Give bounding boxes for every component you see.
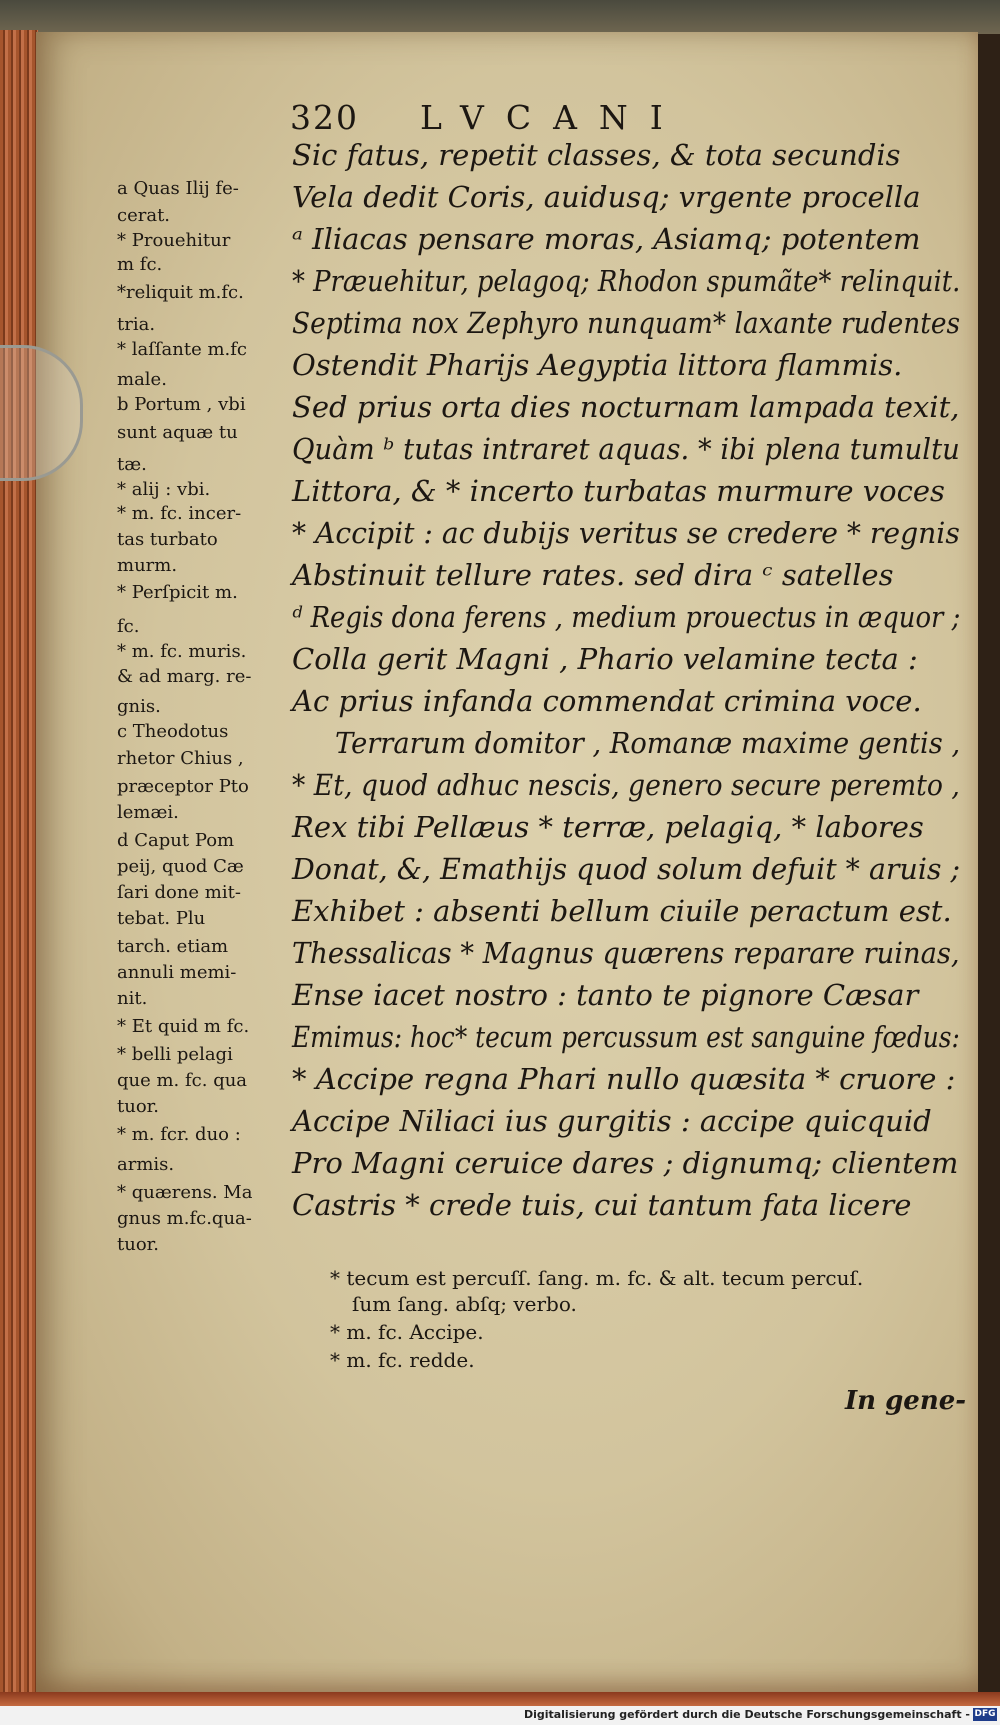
verse-line: Ense iacet nostro : tanto te pignore Cæsar [292,978,919,1012]
margin-note: & ad marg. re- [117,666,252,687]
verse-line: ᵃ Iliacas pensare moras, Asiamq; potentem [292,222,921,256]
footnote-line: * m. fc. Accipe. [330,1320,484,1344]
margin-note: * Et quid m fc. [117,1016,250,1037]
margin-note: m fc. [117,254,163,275]
verse-line: ᵈ Regis dona ferens , medium prouectus in æquor ; [292,600,961,634]
margin-note: tria. [117,314,156,335]
footnote-line: ſum ſang. abſq; verbo. [352,1292,577,1316]
margin-note: * Perſpicit m. [117,582,238,603]
margin-note: nit. [117,988,148,1009]
margin-note: lemæi. [117,802,179,823]
margin-note: * alij : vbi. [117,479,211,500]
verse-line: * Accipit : ac dubijs veritus se credere * regnis [292,516,960,550]
verse-line: Castris * crede tuis, cui tantum fata licere [292,1188,912,1222]
verse-line: Abstinuit tellure rates. sed dira ᶜ satelles [292,558,894,592]
margin-note: b Portum , vbi [117,394,246,415]
margin-note: rhetor Chius , [117,748,244,769]
margin-note: ſari done mit- [117,882,241,903]
margin-note: que m. fc. qua [117,1070,248,1091]
verse-line: Quàm ᵇ tutas intraret aquas. * ibi plena tumultu [292,432,960,466]
margin-note: tæ. [117,454,147,475]
verse-line: Vela dedit Coris, auidusq; vrgente procella [292,180,921,214]
margin-note: * m. fcr. duo : [117,1124,241,1145]
margin-note: tas turbato [117,529,218,550]
verse-line: Accipe Niliaci ius gurgitis : accipe quicquid [292,1104,932,1138]
margin-note: tuor. [117,1096,160,1117]
margin-note: * belli pelagi [117,1044,233,1065]
margin-note: gnus m.fc.qua- [117,1208,252,1229]
verse-line: Colla gerit Magni , Phario velamine tecta : [292,642,918,676]
page-number: 320 [290,98,359,137]
margin-note: fc. [117,616,140,637]
margin-note: *reliquit m.fc. [117,282,244,303]
margin-note: * m. fc. muris. [117,641,247,662]
margin-note: præceptor Pto [117,776,249,797]
verse-line: * Et, quod adhuc nescis, genero secure peremto , [292,768,960,802]
margin-note: murm. [117,555,178,576]
verse-line: Sic fatus, repetit classes, & tota secundis [292,138,901,172]
margin-note: * quærens. Ma [117,1182,253,1203]
margin-note: tuor. [117,1234,160,1255]
margin-note: cerat. [117,205,171,226]
margin-note: * Prouehitur [117,230,231,251]
margin-note: peij, quod Cæ [117,856,244,877]
verse-line: * Præuehitur, pelagoq; Rhodon spumãte* relinquit. [292,264,961,298]
verse-line: Sed prius orta dies nocturnam lampada texit, [292,390,960,424]
margin-note: sunt aquæ tu [117,422,238,443]
footnote-line: * tecum est percuſſ. ſang. m. fc. & alt. tecum percuſ. [330,1266,864,1290]
verse-line: Ostendit Pharijs Aegyptia littora flammis. [292,348,903,382]
page-header [290,98,685,137]
verse-line: Ac prius infanda commendat crimina voce. [292,684,922,718]
verse-line: Thessalicas * Magnus quærens reparare ruinas, [292,936,960,970]
margin-note: c Theodotus [117,721,229,742]
book-top-edge [0,0,1000,34]
margin-note: * laſſante m.fc [117,339,247,360]
margin-note: annuli memi- [117,962,237,983]
margin-note: * m. fc. incer- [117,503,242,524]
verse-line: Exhibet : absenti bellum ciuile peractum est. [292,894,952,928]
running-head: LVCANI [420,98,685,137]
margin-note: tarch. etiam [117,936,229,957]
book-bottom-edge [0,1692,1000,1706]
verse-line: Septima nox Zephyro nunquam* laxante rudentes [292,306,961,340]
verse-line: Rex tibi Pellæus * terræ, pelagiq, * labores [292,810,924,844]
margin-note: gnis. [117,696,161,717]
book-binding-edge [0,30,38,1700]
margin-note: a Quas Ilij fe- [117,178,239,199]
verse-line: Littora, & * incerto turbatas murmure voces [292,474,945,508]
verse-line: Donat, &, Emathijs quod solum defuit * aruis ; [292,852,961,886]
dfg-logo: DFG [974,1709,996,1719]
digitization-credit: Digitalisierung gefördert durch die Deutsche Forschungsgemeinschaft - [523,1708,970,1721]
margin-note: tebat. Plu [117,908,206,929]
verse-line: * Accipe regna Phari nullo quæsita * cruore : [292,1062,956,1096]
margin-note: armis. [117,1154,175,1175]
catchword: In gene- [845,1386,967,1416]
margin-note: male. [117,369,167,390]
verse-line: Emimus: hoc* tecum percussum est sanguine fœdus: [292,1020,960,1054]
footnote-line: * m. fc. redde. [330,1348,475,1372]
margin-note: d Caput Pom [117,830,235,851]
verse-line: Terrarum domitor , Romanæ maxime gentis , [335,726,961,760]
verse-line: Pro Magni ceruice dares ; dignumq; clientem [292,1146,959,1180]
